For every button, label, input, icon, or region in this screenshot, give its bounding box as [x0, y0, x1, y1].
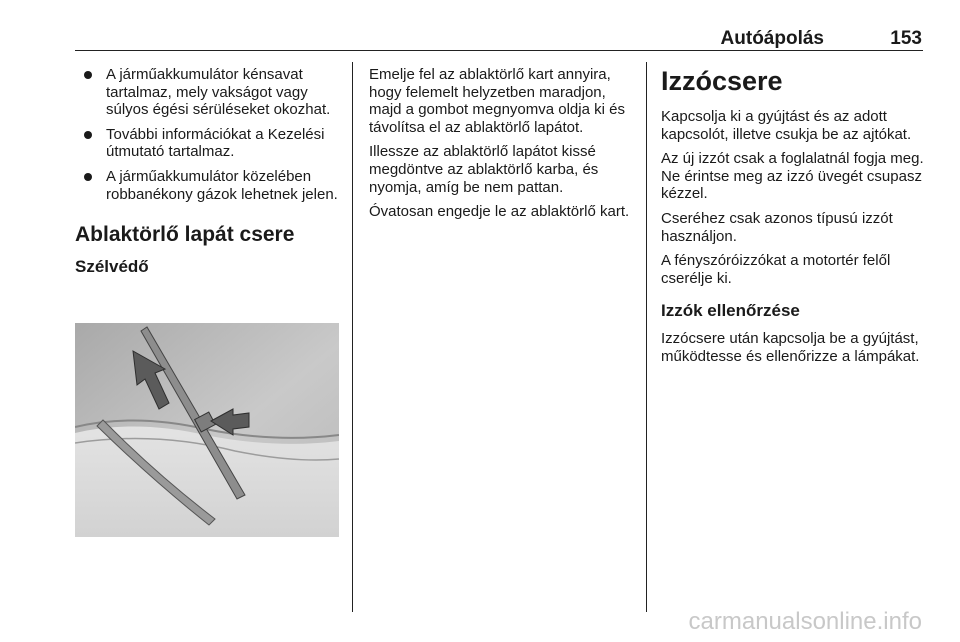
- paragraph: Óvatosan engedje le az ablaktörlő kart.: [369, 203, 630, 221]
- watermark: carmanualsonline.info: [688, 608, 922, 635]
- bulb-replacement-title: Izzócsere: [661, 66, 783, 96]
- bullet-dot: [84, 71, 92, 79]
- column-1: [75, 66, 343, 287]
- bullet-dot: [84, 131, 92, 139]
- column-divider-2: [646, 62, 647, 612]
- bullet-item: [75, 168, 343, 203]
- paragraph: Az új izzót csak a foglalatnál fogja meg. Ne érintse meg az izzó üvegét csupasz kézzel.: [661, 150, 924, 203]
- bullet-dot: [84, 173, 92, 181]
- wiper-illustration: [75, 323, 339, 537]
- bullet-item: [75, 126, 343, 161]
- section-title: Ablaktörlő lapát csere: [75, 223, 295, 247]
- column-2: [369, 66, 634, 228]
- column-3: [661, 66, 929, 373]
- bulb-check-subtitle: Izzók ellenőrzése: [661, 301, 800, 321]
- bullet-item: [75, 66, 343, 119]
- bullet-text: A járműakkumulátor közelében robbanékony gázok lehetnek jelen.: [106, 167, 338, 203]
- page-number: 153: [890, 28, 922, 49]
- paragraph: Illessze az ablaktörlő lapátot kissé megdöntve az ablaktörlő karba, és nyomja, amíg be nem pattan.: [369, 143, 599, 196]
- warning-bullet-list: [75, 66, 343, 203]
- bullet-text: A járműakkumulátor kénsavat tartalmaz, mely vakságot vagy súlyos égési sérüléseket okozhat.: [106, 66, 331, 119]
- header-rule: [75, 50, 923, 51]
- paragraph: Emelje fel az ablaktörlő kart annyira, hogy felemelt helyzetben maradjon, majd a gombot megnyomva oldja ki és távolítsa el az ablaktörlő lapátot.: [369, 66, 625, 136]
- paragraph: Izzócsere után kapcsolja be a gyújtást, működtesse és ellenőrizze a lámpákat.: [661, 330, 920, 365]
- column-divider-1: [352, 62, 353, 612]
- subsection-title: Szélvédő: [75, 257, 149, 277]
- paragraph: Cseréhez csak azonos típusú izzót használjon.: [661, 209, 893, 245]
- paragraph: A fényszóróizzókat a motortér felől cserélje ki.: [661, 252, 891, 287]
- paragraph: Kapcsolja ki a gyújtást és az adott kapcsolót, illetve csukja be az ajtókat.: [661, 108, 912, 143]
- bullet-text: További információkat a Kezelési útmutató tartalmaz.: [106, 125, 325, 161]
- section-header-title: Autóápolás: [720, 28, 824, 49]
